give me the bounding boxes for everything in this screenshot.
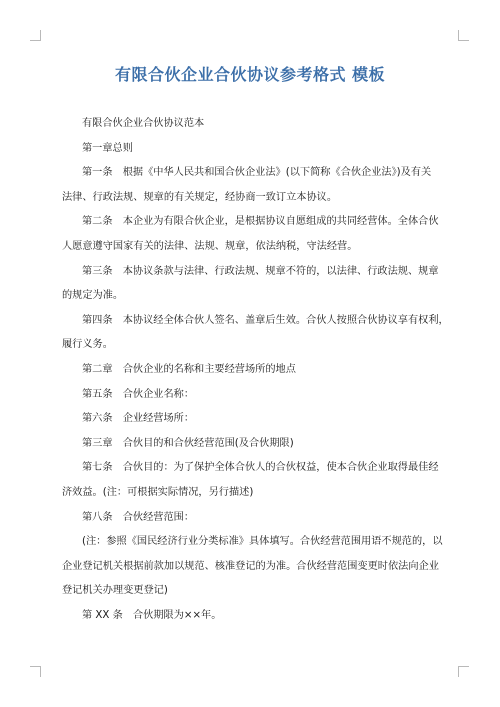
body-line: 第二章 合伙企业的名称和主要经营场所的地点: [82, 363, 296, 375]
body-line: 第二条 本企业为有限合伙企业，是根据协议自愿组成的共同经营体。全体合伙: [82, 216, 439, 228]
body-line: 第一章总则: [82, 142, 133, 154]
body-line: 济效益。(注：可根据实际情况，另行描述): [62, 486, 254, 498]
crop-mark-bottom-right: [458, 666, 469, 677]
body-line: 法律、行政法规、规章的有关规定，经协商一致订立本协议。: [62, 191, 338, 203]
body-line: 履行义务。: [62, 339, 113, 351]
body-line: 第七条 合伙目的：为了保护全体合伙人的合伙权益，使本合伙企业取得最佳经: [82, 462, 439, 474]
body-line: 第一条 根据《中华人民共和国合伙企业法》(以下简称《合伙企业法》)及有关: [82, 167, 432, 179]
body-line: 第四条 本协议经全体合伙人签名、盖章后生效。合伙人按照合伙协议享有权利，: [82, 314, 449, 326]
body-line: 第六条 企业经营场所：: [82, 413, 195, 425]
body-line: 第 XX 条 合伙期限为××年。: [82, 609, 222, 621]
document-body: [62, 112, 450, 628]
body-line: (注：参照《国民经济行业分类标准》具体填写。合伙经营范围用语不规范的，以: [82, 536, 443, 548]
body-line: 第三条 本协议条款与法律、行政法规、规章不符的，以法律、行政法规、规章: [82, 265, 439, 277]
crop-mark-top-right: [458, 30, 469, 41]
body-line: 第三章 合伙目的和合伙经营范围(及合伙期限): [82, 437, 294, 449]
document-title: 有限合伙企业合伙协议参考格式 模板: [114, 65, 386, 84]
body-line: 登记机关办理变更登记): [62, 585, 168, 597]
crop-mark-top-left: [30, 30, 41, 41]
body-line: 人愿意遵守国家有关的法律、法规、规章，依法纳税，守法经营。: [62, 240, 358, 252]
body-line: 有限合伙企业合伙协议范本: [82, 118, 205, 129]
body-line: 的规定为准。: [62, 290, 124, 302]
body-line: 第五条 合伙企业名称：: [82, 388, 195, 400]
crop-mark-bottom-left: [30, 666, 41, 677]
body-line: 第八条 合伙经营范围：: [82, 511, 195, 523]
body-line: 企业登记机关根据前款加以规范、核准登记的为准。合伙经营范围变更时依法向企业: [62, 560, 439, 572]
